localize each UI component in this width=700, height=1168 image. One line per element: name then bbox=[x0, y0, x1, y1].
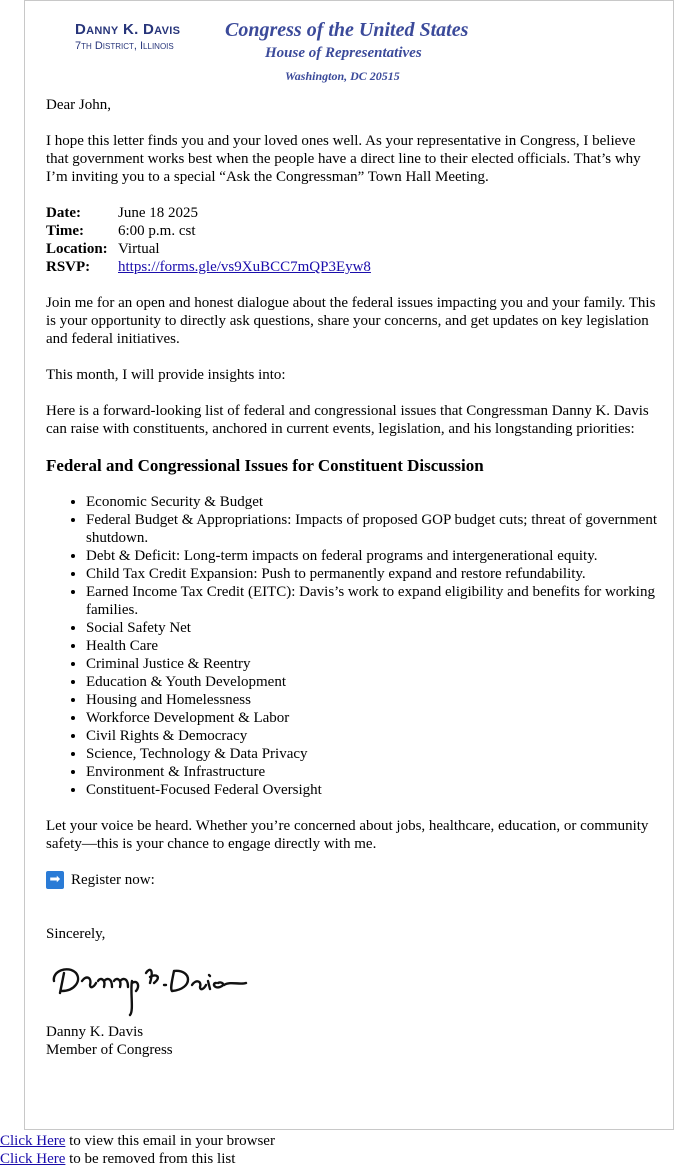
rep-name: Danny K. Davis bbox=[75, 21, 181, 38]
rsvp-row bbox=[46, 258, 658, 276]
list-item: • Criminal Justice & Reentry bbox=[86, 655, 658, 673]
list-item: • Housing and Homelessness bbox=[86, 691, 658, 709]
rep-district: 7th District, Illinois bbox=[75, 40, 174, 52]
rsvp-label: RSVP: bbox=[46, 259, 91, 275]
date-row bbox=[46, 204, 658, 222]
time-row bbox=[46, 222, 658, 240]
house-title: House of Representatives bbox=[265, 45, 422, 61]
rsvp-link[interactable]: https://forms.gle/vs9XuBCC7mQP3Eyw8 bbox=[118, 259, 371, 275]
greeting: Dear John, bbox=[46, 97, 111, 113]
list-item: • Workforce Development & Labor bbox=[86, 709, 658, 727]
location-label: Location: bbox=[46, 241, 108, 257]
register-line bbox=[46, 871, 658, 889]
list-item: • Debt & Deficit: Long-term impacts on federal programs and intergenerational equity. bbox=[86, 547, 658, 565]
list-item: • Child Tax Credit Expansion: Push to permanently expand and restore refundability. bbox=[86, 565, 658, 583]
view-in-browser-line bbox=[0, 1132, 275, 1150]
register-label: Register now: bbox=[71, 872, 155, 888]
issues-list bbox=[46, 493, 658, 799]
letter-body bbox=[46, 96, 658, 1059]
list-item: • Science, Technology & Data Privacy bbox=[86, 745, 658, 763]
list-item: • Environment & Infrastructure bbox=[86, 763, 658, 781]
signer-title: Member of Congress bbox=[46, 1042, 173, 1058]
event-details bbox=[46, 204, 658, 276]
signer-name: Danny K. Davis bbox=[46, 1024, 144, 1040]
view-in-browser-text: to view this email in your browser bbox=[65, 1133, 275, 1149]
time-value: 6:00 p.m. cst bbox=[118, 223, 196, 239]
list-item: • Education & Youth Development bbox=[86, 673, 658, 691]
list-item: • Social Safety Net bbox=[86, 619, 658, 637]
list-item: • Earned Income Tax Credit (EITC): Davis’s work to expand eligibility and benefits for working families. bbox=[86, 583, 658, 619]
dc-address: Washington, DC 20515 bbox=[285, 69, 400, 83]
letterhead bbox=[25, 1, 673, 91]
date-label: Date: bbox=[46, 205, 81, 221]
closing: Sincerely, bbox=[46, 926, 106, 942]
list-item: • Constituent-Focused Federal Oversight bbox=[86, 781, 658, 799]
email-frame bbox=[24, 0, 674, 1130]
list-item: • Federal Budget & Appropriations: Impacts of proposed GOP budget cuts; threat of government shutdown. bbox=[86, 511, 658, 547]
list-item: • Civil Rights & Democracy bbox=[86, 727, 658, 745]
email-footer bbox=[0, 1132, 275, 1168]
view-in-browser-link[interactable]: Click Here bbox=[0, 1133, 66, 1149]
date-value: June 18 2025 bbox=[118, 205, 198, 221]
time-label: Time: bbox=[46, 223, 85, 239]
list-item: • Economic Security & Budget bbox=[86, 493, 658, 511]
forward-paragraph: Here is a forward-looking list of federal and congressional issues that Congressman Danny K. Davis can raise with constituents, anchored in current events, legislation, and his longstanding priorities: bbox=[46, 403, 649, 437]
location-value: Virtual bbox=[118, 241, 160, 257]
intro-paragraph: I hope this letter finds you and your loved ones well. As your representative in Congress, I believe that government works best when the people have a direct line to their elected officials. That’s why I’m inviting you to a special “Ask the Congressman” Town Hall Meeting. bbox=[46, 133, 641, 185]
voice-paragraph: Let your voice be heard. Whether you’re concerned about jobs, healthcare, education, or community safety—this is your chance to engage directly with me. bbox=[46, 818, 649, 852]
month-paragraph: This month, I will provide insights into: bbox=[46, 367, 286, 383]
unsubscribe-line bbox=[0, 1150, 275, 1168]
issues-heading: Federal and Congressional Issues for Constituent Discussion bbox=[46, 456, 484, 475]
location-row bbox=[46, 240, 658, 258]
unsubscribe-text: to be removed from this list bbox=[65, 1151, 236, 1167]
congress-title: Congress of the United States bbox=[225, 19, 469, 41]
join-paragraph: Join me for an open and honest dialogue about the federal issues impacting you and your family. This is your opportunity to directly ask questions, share your concerns, and get updates on key legislation and federal initiatives. bbox=[46, 295, 656, 347]
list-item: • Health Care bbox=[86, 637, 658, 655]
right-arrow-icon: ➡ bbox=[46, 871, 64, 889]
signature-image bbox=[46, 951, 256, 1021]
unsubscribe-link[interactable]: Click Here bbox=[0, 1151, 66, 1167]
